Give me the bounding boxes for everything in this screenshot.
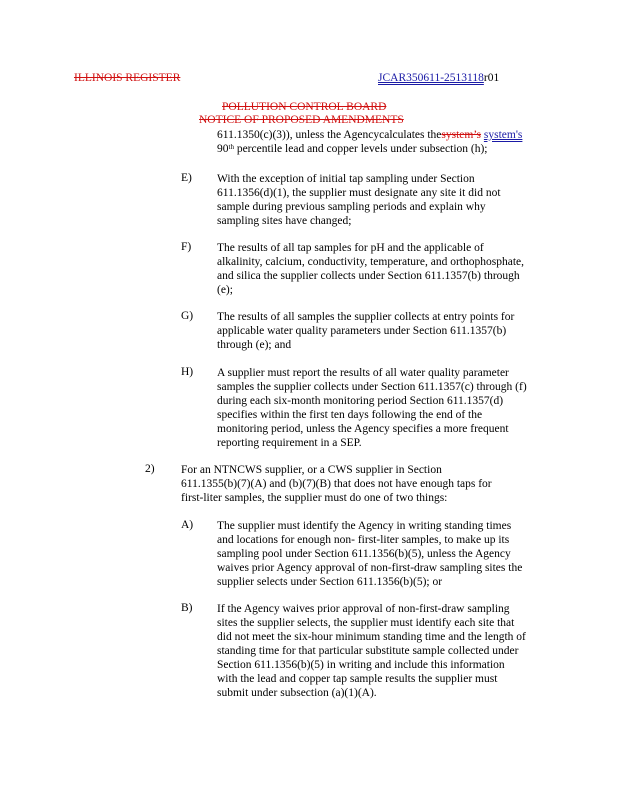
item-e-label: E) bbox=[181, 172, 192, 184]
item-b-text: If the Agency waives prior approval of non-first-draw sampling sites the supplier selects, the supplier must identify each site that did not meet the six-hour minimum standing time and the length of standing time for that particular substitute sample collected under Section 611.1356(b)(5) in writing and include this information with the lead and copper tap sample results the supplier must submit under subsection (a)(1)(A). bbox=[217, 603, 526, 699]
jcar-code-main: JCAR350611-2513118 bbox=[378, 72, 484, 84]
board-title: POLLUTION CONTROL BOARD bbox=[222, 101, 387, 113]
jcar-code-suffix: r01 bbox=[483, 72, 500, 84]
item-g-text: The results of all samples the supplier collects at entry points for applicable water quality parameters under Section 611.1357(b) through (e); and bbox=[217, 311, 515, 351]
item-h-label: H) bbox=[181, 366, 194, 378]
item-g-label: G) bbox=[181, 310, 194, 322]
item-f-label: F) bbox=[181, 241, 192, 253]
notice-title: NOTICE OF PROPOSED AMENDMENTS bbox=[199, 114, 404, 126]
item-f-text: The results of all tap samples for pH and the applicable of alkalinity, calcium, conductivity, temperature, and orthophosphate, and silica the supplier collects under Section 611.1357(b) through (e); bbox=[217, 242, 524, 296]
continuation-line-1: 611.1350(c)(3)), unless the Agencycalculates thesystem’s system's bbox=[217, 129, 523, 141]
continuation-line-2: 90th percentile lead and copper levels under subsection (h); bbox=[217, 143, 488, 155]
item-2-label: 2) bbox=[145, 463, 155, 475]
item-e-text: With the exception of initial tap sampling under Section 611.1356(d)(1), the supplier must designate any site it did not sample during previous sampling periods and explain why sampling sites have changed; bbox=[217, 173, 501, 227]
continuation-text bbox=[217, 128, 522, 156]
item-h-text: A supplier must report the results of all water quality parameter samples the supplier collects under Section 611.1357(c) through (f) during each six-month monitoring period Section 611.1357(d) specifies within the first ten days following the end of the monitoring period, unless the Agency specifies a more frequent reporting requirement in a SEP. bbox=[217, 367, 527, 449]
deleted-text: system’s bbox=[441, 129, 482, 141]
jcar-code bbox=[378, 72, 499, 84]
item-a-text: The supplier must identify the Agency in writing standing times and locations for enough non- first-liter samples, to make up its sampling pool under Section 611.1356(b)(5), unless the Agency waives prior Agency approval of non-first-draw sampling sites the supplier selects under Section 611.1356(b)(5); or bbox=[217, 520, 523, 588]
item-b-label: B) bbox=[181, 602, 193, 614]
register-title: ILLINOIS REGISTER bbox=[74, 72, 181, 84]
item-a-label: A) bbox=[181, 519, 194, 531]
inserted-text: system's bbox=[483, 129, 523, 141]
item-2-text: For an NTNCWS supplier, or a CWS supplier in Section 611.1355(b)(7)(A) and (b)(7)(B) that does not have enough taps for first-liter samples, the supplier must do one of two things: bbox=[181, 464, 492, 504]
